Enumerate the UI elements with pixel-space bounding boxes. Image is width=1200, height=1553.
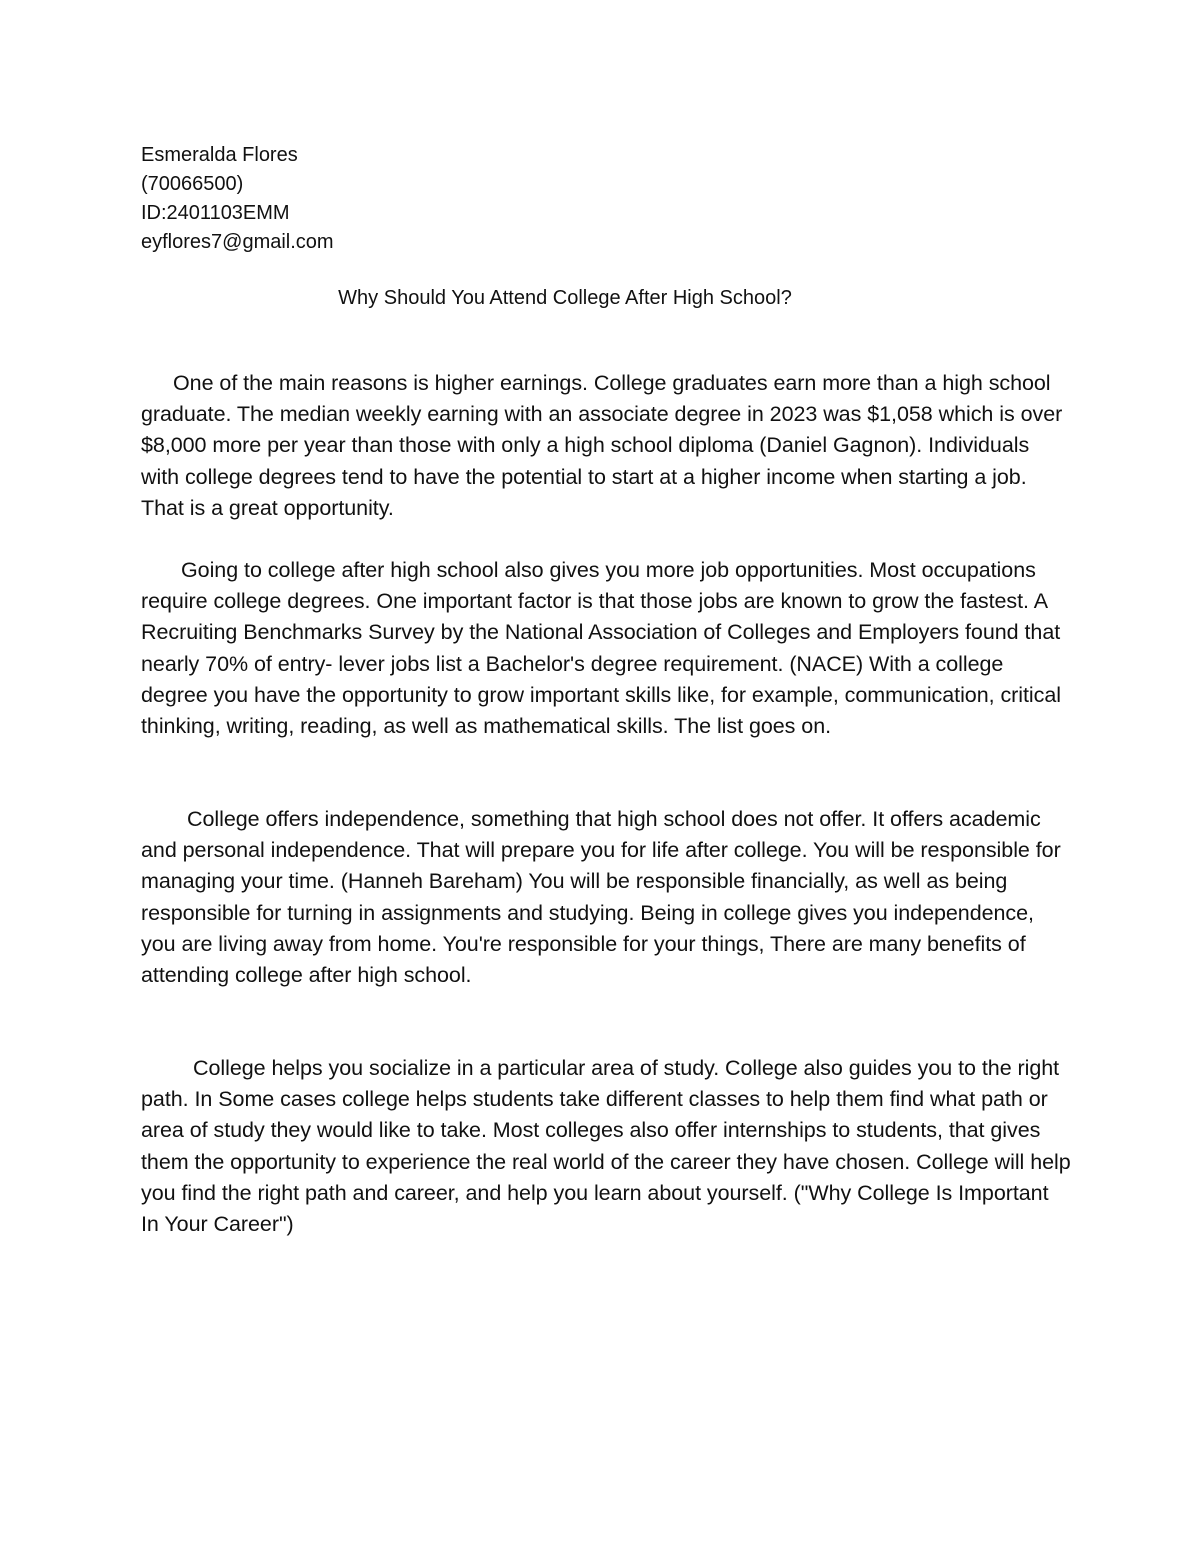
author-name: Esmeralda Flores — [141, 144, 298, 166]
author-header — [141, 141, 334, 257]
author-id: ID:2401103EMM — [141, 202, 290, 224]
author-number: (70066500) — [141, 173, 244, 195]
essay-title: Why Should You Attend College After High School? — [338, 287, 792, 309]
essay-paragraph-independence: College offers independence, something that high school does not offer. It offers academic and personal independence. That will prepare you for life after college. You will be responsible for managing your time. (Hanneh Bareham) You will be responsible financially, as well as being responsible for turning in assignments and studying. Being in college gives you independence, you are living away from home. You're responsible for your things, There are many benefits of attending college after high school. — [141, 807, 1061, 988]
essay-paragraph-job-opportunities: Going to college after high school also gives you more job opportunities. Most occupations require college degrees. One important factor is that those jobs are known to grow the fastest. A Recruiting Benchmarks Survey by the National Association of Colleges and Employers found that nearly 70% of entry- lever jobs list a Bachelor's degree requirement. (NACE) With a college degree you have the opportunity to grow important skills like, for example, communication, critical thinking, writing, reading, as well as mathematical skills. The list goes on. — [141, 558, 1061, 739]
essay-paragraph-career-path: College helps you socialize in a particular area of study. College also guides you to the right path. In Some cases college helps students take different classes to help them find what path or area of study they would like to take. Most colleges also offer internships to students, that gives them the opportunity to experience the real world of the career they have chosen. College will help you find the right path and career, and help you learn about yourself. ("Why College Is Important In Your Career") — [141, 1056, 1071, 1237]
essay-paragraph-earnings: One of the main reasons is higher earnings. College graduates earn more than a high school graduate. The median weekly earning with an associate degree in 2023 was $1,058 which is over $8,000 more per year than those with only a high school diploma (Daniel Gagnon). Individuals with college degrees tend to have the potential to start at a higher income when starting a job. That is a great opportunity. — [141, 371, 1063, 520]
author-email: eyflores7@gmail.com — [141, 231, 334, 253]
